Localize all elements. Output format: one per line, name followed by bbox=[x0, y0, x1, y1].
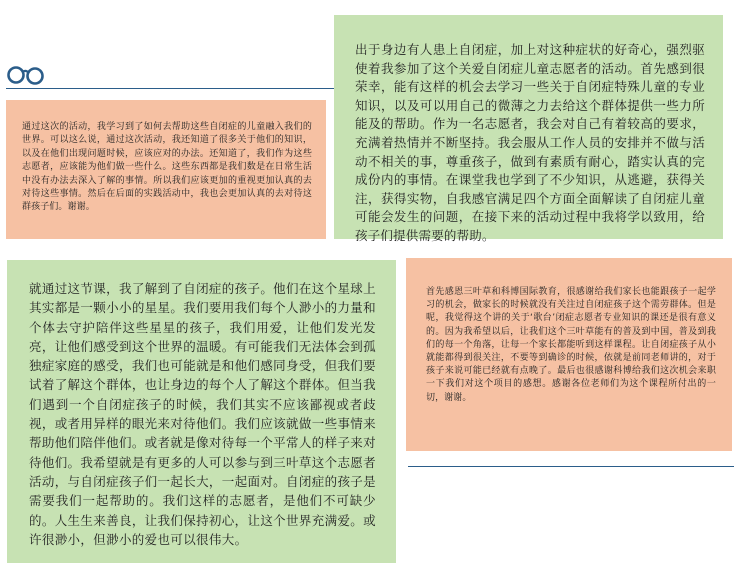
reflection-text: 就通过这节课，我了解到了自闭症的孩子。他们在这个星球上其实都是一颗小小的星星。我们要用我们每个人渺小的力量和个体去守护陪伴这些星星的孩子，我们用爱，让他们发光发亮，让他们感受到这个世界的温暖。有可能我们无法体会到孤独症家庭的感受，我们也可能就是和他们感同身受，但我们要试着了解这个群体，也让身边的每个人了解这个群体。但当我们遇到一个自闭症孩子的时候，我们其实不应该鄙视或者歧视，或者用异样的眼光来对待他们。我们应该就做一些事情来帮助他们陪伴他们。或者就是像对待每一个平常人的样子来对待他们。我希望就是有更多的人可以参与到三叶草这个志愿者活动，与自闭症孩子们一起长大，一起面对。自闭症的孩子是需要我们一起帮助的。我们这样的志愿者，是他们不可缺少的。人生生来善良，让我们保持初心，让这个世界充满爱。或许很渺小，但渺小的爱也可以很伟大。 bbox=[29, 281, 376, 547]
reflection-card-top-left bbox=[6, 100, 326, 239]
reflection-text: 首先感恩三叶草和科博国际教育，很感谢给我们家长也能跟孩子一起学习的机会，做家长的时候就没有关注过自闭症孩子这个需劳群体。但是呢，我觉得这个讲的关于‘歌台’闭症志愿者专业知识的课还是很有意义的。因为我希望以后，让我们这个三叶草能有的普及到中国，普及到我们的每一个角落，让每一个家长都能听到这样课程。让自闭症孩子从小就能都得到很关注，不要等到确诊的时候，依就是前同老师讲的，对于孩子来说可能已经就有点晚了。最后也很感谢科博给我们这次机会来职一下我们对这个项目的感想。感谢各位老师们为这个课程所付出的一切，谢谢。 bbox=[426, 287, 716, 403]
reflection-text: 通过这次的活动，我学习到了如何去帮助这些自闭症的儿童融入我们的世界。可以这么说，通过这次活动，我还知道了很多关于他们的知识，以及在他们出现问题时候，应该应对的办法。还知道了，我们作为这些志愿者，应该能为他们做一些什么。这些东西都是我们数是在日常生活中没有办法去深入了解的事情。所以我们应该更加的重视更加认真的去对待这些事情。然后在后面的实践活动中，我也会更加认真的去对待这群孩子们。谢谢。 bbox=[22, 122, 312, 213]
glasses-icon bbox=[6, 64, 46, 86]
divider-line-left bbox=[6, 88, 334, 89]
reflection-card-top-right bbox=[334, 15, 723, 243]
reflection-card-bottom-right bbox=[406, 258, 732, 451]
divider-line-right bbox=[408, 466, 734, 467]
reflection-card-bottom-left bbox=[7, 260, 396, 563]
reflection-text: 出于身边有人患上自闭症，加上对这种症状的好奇心，强烈驱使着我参加了这个关爱自闭症儿童志愿者的活动。首先感到很荣幸，能有这样的机会去学习一些关于自闭症特殊儿童的专业知识，以及可以用自己的微薄之力去给这个群体提供一些力所能及的帮助。作为一名志愿者，我会对自己有着较高的要求，充满着热情并不断坚持。我会服从工作人员的安排并不做与活动不相关的事，尊重孩子，做到有素质有耐心，踏实认真的完成份内的事情。在课堂我也学到了不少知识，从逃避，获得关注，获得实物，自我感官满足四个方面全面解读了自闭症儿童可能会发生的问题，在接下来的活动过程中我将学以致用，给孩子们提供需要的帮助。 bbox=[355, 42, 705, 243]
